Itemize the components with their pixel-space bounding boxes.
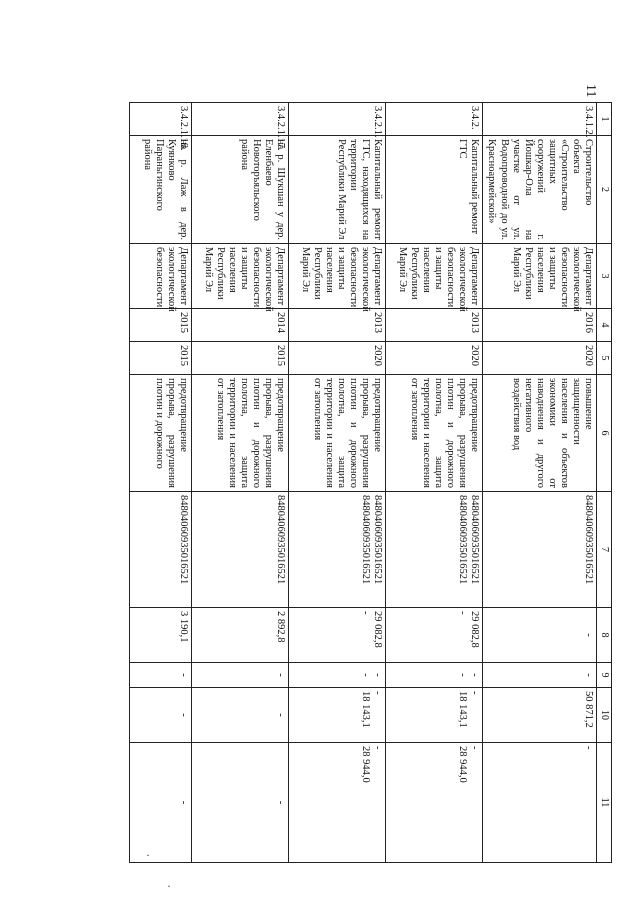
column-header: 1 bbox=[597, 103, 612, 136]
row-number: 3.4.2.1. bbox=[289, 103, 386, 136]
value-col11: - bbox=[192, 743, 289, 863]
budget-code: 84804060935016521 84804060935016521 bbox=[386, 492, 483, 608]
executor: Департамент экологической безопасности bbox=[130, 244, 192, 309]
table-row bbox=[386, 103, 483, 863]
expected-result: предотвращение прорыва, разрушения плотин и дорожного полотна, защита территории и населения от затопления bbox=[289, 375, 386, 492]
executor: Департамент экологической безопасности и защиты населения Республики Марий Эл bbox=[289, 244, 386, 309]
row-number: 3.4.2.1.17. bbox=[192, 103, 289, 136]
value-col9: - - bbox=[289, 663, 386, 688]
row-number: 3.4.1.2. bbox=[483, 103, 597, 136]
expected-result: предотвращение прорыва, разрушения плотин и дорожного bbox=[130, 375, 192, 492]
value-col10: - bbox=[192, 688, 289, 743]
budget-code: 84804060935016521 84804060935016521 bbox=[289, 492, 386, 608]
value-col8: 29 082,8 - bbox=[386, 608, 483, 663]
value-col10: - 18 143,1 bbox=[386, 688, 483, 743]
executor: Департамент экологической безопасности и защиты населения Республики Марий Эл bbox=[386, 244, 483, 309]
column-header-row bbox=[597, 103, 612, 863]
start-year: 2015 bbox=[130, 309, 192, 342]
start-year: 2013 bbox=[289, 309, 386, 342]
executor: Департамент экологической безопасности и защиты населения Республики Марий Эл bbox=[192, 244, 289, 309]
row-number: 3.4.2. bbox=[386, 103, 483, 136]
column-header: 11 bbox=[597, 743, 612, 863]
start-year: 2014 bbox=[192, 309, 289, 342]
table-row bbox=[130, 103, 192, 863]
end-year: 2020 bbox=[386, 342, 483, 375]
scan-speck: · bbox=[167, 879, 171, 893]
column-header: 6 bbox=[597, 375, 612, 492]
value-col9: - - bbox=[386, 663, 483, 688]
start-year: 2013 bbox=[386, 309, 483, 342]
value-col11: - 28 944,0 bbox=[289, 743, 386, 863]
executor: Департамент экологической безопасности и защиты населения Республики Марий Эл bbox=[483, 244, 597, 309]
value-col8: 3 190,1 bbox=[130, 608, 192, 663]
column-header: 10 bbox=[597, 688, 612, 743]
program-table bbox=[129, 102, 612, 863]
table-row bbox=[192, 103, 289, 863]
column-header: 5 bbox=[597, 342, 612, 375]
value-col8: 29 082,8 - bbox=[289, 608, 386, 663]
expected-result: предотвращение прорыва, разрушения плотин и дорожного полотна, защита территории и населения от затопления bbox=[192, 375, 289, 492]
scan-speck: · bbox=[146, 848, 150, 862]
measure-name: на р. Шукшан у дер. Еленбаево Новоторъяльского района bbox=[192, 136, 289, 244]
table-row bbox=[483, 103, 597, 863]
table-row bbox=[289, 103, 386, 863]
value-col9: - bbox=[130, 663, 192, 688]
column-header: 9 bbox=[597, 663, 612, 688]
budget-code: 84804060935016521 bbox=[130, 492, 192, 608]
end-year: 2015 bbox=[192, 342, 289, 375]
measure-name: Строительство объекта «Строительство защитных сооружений г. Йошкар-Ола на участке от ул. Водопроводной до ул. Красноармейской» bbox=[483, 136, 597, 244]
end-year: 2020 bbox=[289, 342, 386, 375]
value-col10: 50 871,2 bbox=[483, 688, 597, 743]
row-number: 3.4.2.1.18. bbox=[130, 103, 192, 136]
end-year: 2020 bbox=[483, 342, 597, 375]
column-header: 8 bbox=[597, 608, 612, 663]
end-year: 2015 bbox=[130, 342, 192, 375]
value-col11: - 28 944,0 bbox=[386, 743, 483, 863]
value-col8: 2 892,8 bbox=[192, 608, 289, 663]
value-col9: - bbox=[483, 663, 597, 688]
value-col8: - bbox=[483, 608, 597, 663]
start-year: 2016 bbox=[483, 309, 597, 342]
measure-name: на р. Лаж в дер. Куянково Параньгинского района bbox=[130, 136, 192, 244]
column-header: 4 bbox=[597, 309, 612, 342]
measure-name: Капитальный ремонт ГТС, находящихся на территории Республики Марий Эл bbox=[289, 136, 386, 244]
value-col10: - bbox=[130, 688, 192, 743]
column-header: 7 bbox=[597, 492, 612, 608]
value-col9: - bbox=[192, 663, 289, 688]
page-number: 11 bbox=[583, 84, 598, 98]
budget-code: 84804060935016521 bbox=[483, 492, 597, 608]
value-col11: - bbox=[130, 743, 192, 863]
rotated-table-wrapper bbox=[105, 102, 612, 862]
value-col10: - 18 143,1 bbox=[289, 688, 386, 743]
column-header: 2 bbox=[597, 136, 612, 244]
expected-result: предотвращение прорыва, разрушения плотин и дорожного полотна, защита территории и населения от затопления bbox=[386, 375, 483, 492]
budget-code: 84804060935016521 bbox=[192, 492, 289, 608]
measure-name: Капитальный ремонт ГТС bbox=[386, 136, 483, 244]
column-header: 3 bbox=[597, 244, 612, 309]
value-col11: - bbox=[483, 743, 597, 863]
expected-result: повышение защищенности населения и объектов экономики от наводнения и другого негативного воздействия вод bbox=[483, 375, 597, 492]
